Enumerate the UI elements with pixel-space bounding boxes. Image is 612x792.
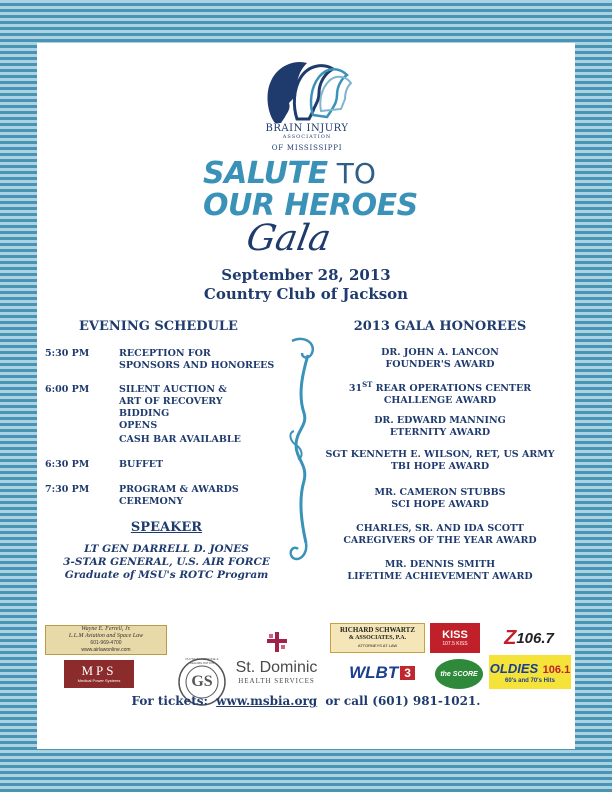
mps-label: MPS <box>81 663 117 678</box>
score-label: the SCORE <box>440 670 478 678</box>
tickets-url-link[interactable]: www.msbia.org <box>216 694 318 708</box>
honorees-heading: 2013 GALA HONOREES <box>353 319 527 334</box>
honoree-name-ordinal: ST <box>362 380 373 389</box>
z-letter: Z <box>504 626 517 649</box>
title-salute: SALUTE <box>203 156 328 191</box>
honoree-name: CHARLES, SR. AND IDA SCOTT <box>356 523 524 534</box>
logo-line2: ASSOCIATION <box>282 134 332 140</box>
st-dominic-sub: HEALTH SERVICES <box>238 677 315 685</box>
schedule-time: 7:30 PM <box>45 484 90 495</box>
schedule-text: SILENT AUCTION & ART OF RECOVERY BIDDING OPENS <box>119 384 227 431</box>
schedule-time: 6:30 PM <box>45 459 90 470</box>
honoree-name: DR. EDWARD MANNING <box>374 415 506 426</box>
schedule-text: CASH BAR AVAILABLE <box>119 434 241 445</box>
wlbt-number: 3 <box>400 666 415 680</box>
honoree-name: MR. DENNIS SMITH <box>384 559 496 570</box>
st-dominic-cross-icon <box>266 631 288 653</box>
honoree-name <box>320 379 560 395</box>
speaker-name: LT GEN DARRELL D. JONES <box>84 543 249 555</box>
schedule-time: 6:00 PM <box>45 384 90 395</box>
honoree <box>320 347 560 371</box>
sponsor-score <box>435 659 483 689</box>
sponsor-wlbt <box>342 660 422 686</box>
schwartz-line3: ATTORNEYS AT LAW <box>357 643 398 648</box>
honoree <box>320 523 560 547</box>
sponsor-z1067 <box>489 625 569 651</box>
ferrell-web: www.airlawonline.com <box>81 647 131 653</box>
honoree <box>320 415 560 439</box>
gala-title <box>197 156 417 266</box>
title-our-heroes: OUR HEROES <box>203 188 418 223</box>
bia-logo <box>257 53 357 153</box>
honoree-award: TBI HOPE AWARD <box>390 461 490 472</box>
honoree <box>320 449 560 473</box>
logo-line3: OF MISSISSIPPI <box>271 144 343 152</box>
honoree-name: DR. JOHN A. LANCON <box>381 347 499 358</box>
event-venue: Country Club of Jackson <box>203 285 409 303</box>
schwartz-name: RICHARD SCHWARTZ <box>339 626 415 634</box>
logo-line1: BRAIN INJURY <box>265 123 349 134</box>
speaker-title: 3-STAR GENERAL, U.S. AIR FORCE <box>63 556 270 568</box>
honoree-award: LIFETIME ACHIEVEMENT AWARD <box>347 571 533 582</box>
ferrell-line2: L.L.M Aviation and Space Law <box>68 633 144 639</box>
honoree <box>320 559 560 583</box>
sponsor-oldies <box>489 655 571 689</box>
mps-sub: Medical Power Systems <box>77 678 121 683</box>
oldies-label: OLDIES <box>489 660 539 676</box>
event-date: September 28, 2013 <box>221 266 391 284</box>
title-to: TO <box>336 157 376 190</box>
kiss-label: KISS <box>442 629 468 641</box>
speaker-heading: SPEAKER <box>130 520 203 535</box>
honoree-name: SGT KENNETH E. WILSON, RET, US ARMY <box>325 449 555 460</box>
honoree-award: CHALLENGE AWARD <box>383 395 497 407</box>
z-number: 106.7 <box>516 629 554 647</box>
schwartz-line2: & ASSOCIATES, P.A. <box>348 635 407 641</box>
oldies-number: 106.1 <box>542 663 571 676</box>
honoree-name-rest: REAR OPERATIONS CENTER <box>372 383 532 395</box>
tickets-line <box>37 694 575 708</box>
schedule-text: PROGRAM & AWARDS CEREMONY <box>119 484 239 507</box>
wlbt-label: WLBT <box>349 663 399 682</box>
honoree-award: FOUNDER'S AWARD <box>385 359 495 370</box>
head-silhouettes-icon <box>257 53 357 128</box>
kiss-sub: 107.5 KISS <box>442 641 468 647</box>
tickets-phone: or call (601) 981-1021. <box>325 694 481 708</box>
title-gala: Gala <box>243 218 334 259</box>
honoree-name: MR. CAMERON STUBBS <box>374 487 506 498</box>
scroll-divider-icon <box>284 335 324 565</box>
gs-letters: GS <box>191 673 213 690</box>
schedule-heading: EVENING SCHEDULE <box>79 319 238 334</box>
tickets-label: For tickets: <box>131 694 208 708</box>
speaker-note: Graduate of MSU's ROTC Program <box>64 569 269 581</box>
honoree-award: CAREGIVERS OF THE YEAR AWARD <box>343 535 537 546</box>
ferrell-phone: 601-969-4700 <box>90 640 122 646</box>
schedule-text: RECEPTION FOR SPONSORS AND HONOREES <box>119 348 275 371</box>
sponsor-mps <box>64 660 134 688</box>
sponsor-schwartz <box>330 623 425 653</box>
sponsor-st-dominic <box>229 623 324 693</box>
honoree <box>320 487 560 511</box>
oldies-sub: 60's and 70's Hits <box>505 677 555 684</box>
gs-ring-text: PHYSICAL MEDICINE & REHABILITATION <box>185 657 219 665</box>
ferrell-name: Wayne E. Ferrell, Jr. <box>81 626 131 632</box>
flyer-card <box>37 43 575 749</box>
honoree-award: SCI HOPE AWARD <box>391 499 489 510</box>
honoree-award: ETERNITY AWARD <box>389 427 491 438</box>
honoree-name-number: 31 <box>348 383 363 395</box>
honoree <box>320 379 560 407</box>
st-dominic-name: St. Dominic <box>235 659 318 676</box>
schedule-time: 5:30 PM <box>45 348 90 359</box>
sponsor-kiss <box>430 623 480 653</box>
schedule-text: BUFFET <box>119 459 164 470</box>
sponsor-ferrell <box>45 625 167 655</box>
